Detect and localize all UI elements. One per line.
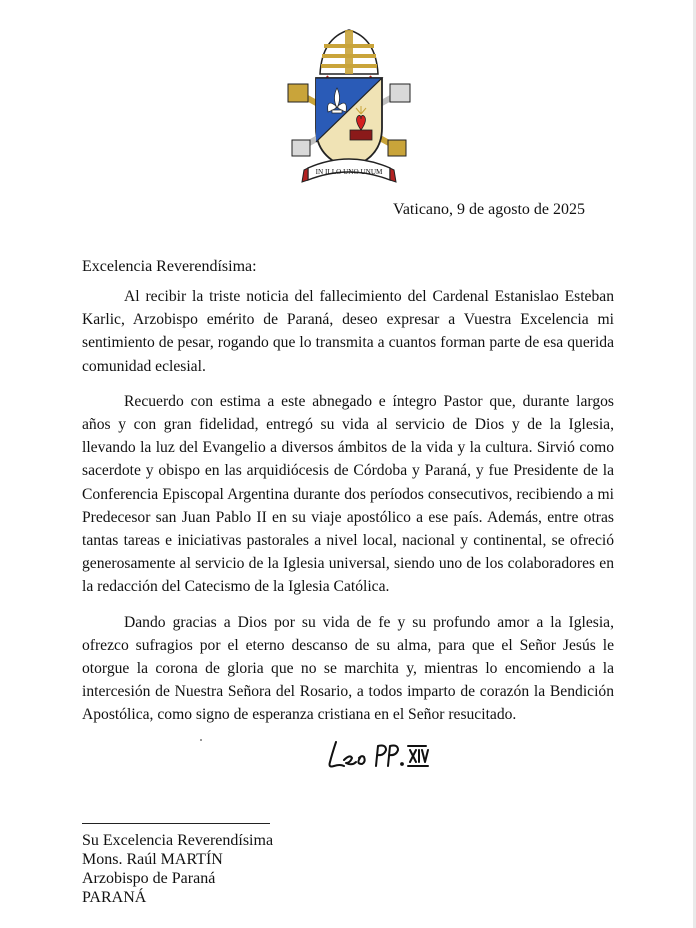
recipient-office: Arzobispo de Paraná [82,870,216,887]
salutation: Excelencia Reverendísima: [82,258,257,275]
handwritten-signature-icon [322,736,432,776]
paragraph-remembrance: Recuerdo con estima a este abnegado e íntegro Pastor que, durante largos años y con gran fidelidad, entregó su vida al servicio de Dios y de la Iglesia, llevando la luz del Evangelio a diversos ámbitos de la vida y la cultura. Sirvió como sacerdote y obispo en las arquidiócesis de Córdoba y Paraná, y fue Presidente de la Conferencia Episcopal Argentina durante dos períodos consecutivos, recibiendo a mi Predecesor san Juan Pablo II en su viaje apostólico a ese país. Además, entre otras tantas tareas e iniciativas pastorales a nivel local, nacional y continental, se ofreció generosamente al servicio de la Iglesia universal, siendo uno de los colaboradores en la redacción del Catecismo de la Iglesia Católica. [82,392,614,596]
stray-mark [200,739,202,741]
letter-date: Vaticano, 9 de agosto de 2025 [393,201,585,218]
recipient-title: Su Excelencia Reverendísima [82,832,274,849]
recipient-city: PARANÁ [82,889,147,906]
paragraph-blessing: Dando gracias a Dios por su vida de fe y su profundo amor a la Iglesia, ofrezco sufragios por el eterno descanso de su alma, para que el Señor Jesús le otorgue la corona de gloria que no se marchita y, mientras lo encomiendo a la intercesión de Nuestra Señora del Rosario, a todos imparto de corazón la Bendición Apostólica, como signo de esperanza cristiana en el Señor resucitado. [82,613,614,724]
letter-body [82,285,614,739]
papal-coat-of-arms-icon [284,24,414,188]
recipient-block [82,831,273,907]
motto-text: IN ILLO UNO UNUM [315,168,383,176]
recipient-divider [82,823,270,824]
recipient-name: Mons. Raúl MARTÍN [82,851,223,868]
paragraph-condolence: Al recibir la triste noticia del fallecimiento del Cardenal Estanislao Esteban Karlic, Arzobispo emérito de Paraná, deseo expresar a Vuestra Excelencia mi sentimiento de pesar, rogando que lo transmita a cuantos forman parte de esa querida comunidad eclesial. [82,288,614,375]
